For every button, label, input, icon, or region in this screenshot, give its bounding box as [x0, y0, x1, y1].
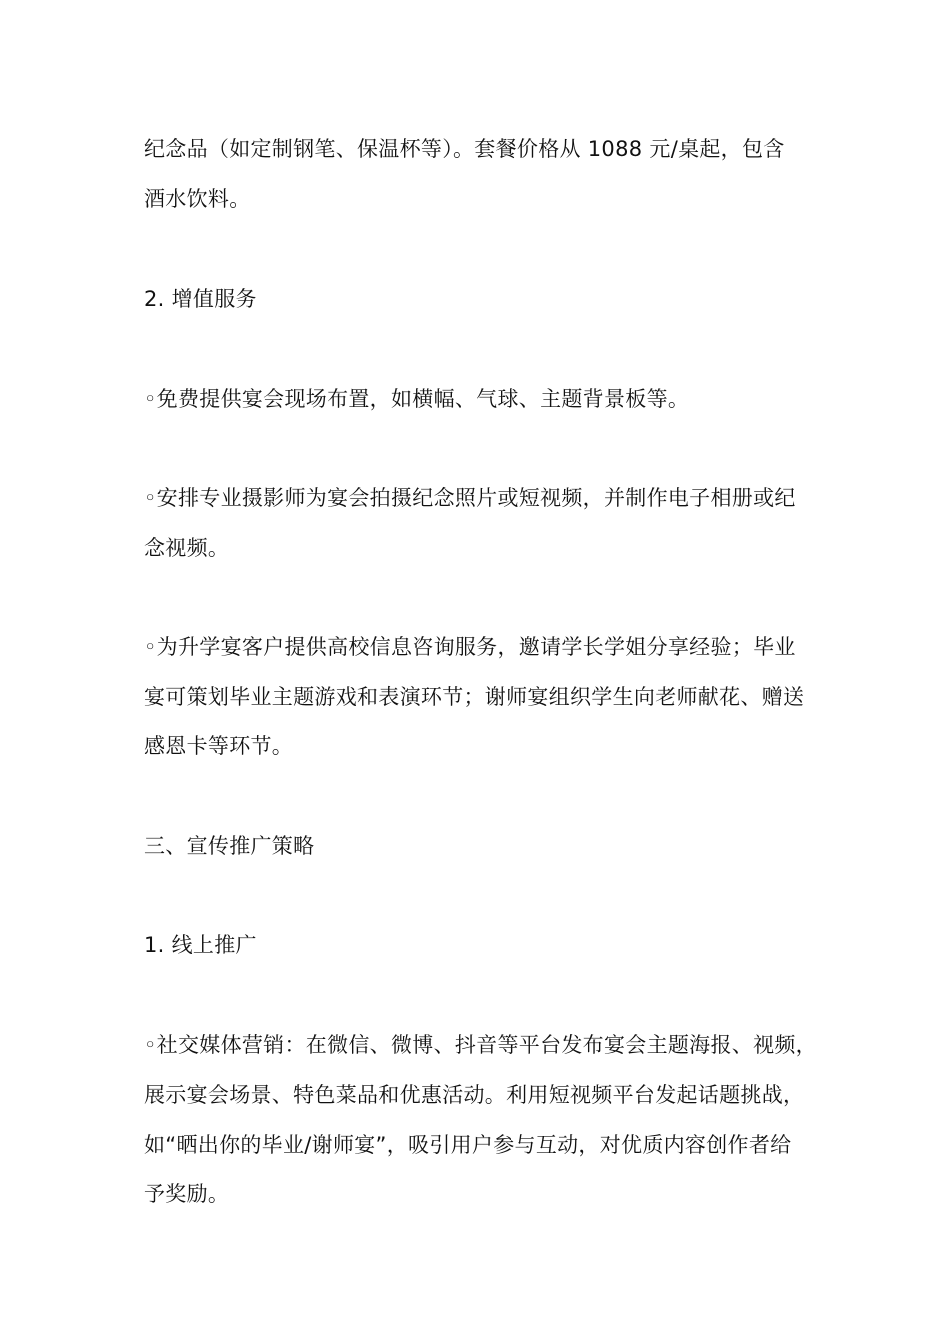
- section-heading-online: 1. 线上推广: [144, 933, 257, 957]
- paragraph-package-line-2: 酒水饮料。: [144, 187, 251, 211]
- paragraph-package-line-1: 纪念品（如定制钢笔、保温杯等）。套餐价格从 1088 元/桌起，包含: [144, 137, 785, 161]
- bullet-services-line-3: 感恩卡等环节。: [144, 734, 294, 758]
- bullet-services-line-1: ◦为升学宴客户提供高校信息咨询服务，邀请学长学姐分享经验；毕业: [144, 635, 796, 659]
- bullet-venue-decoration: ◦免费提供宴会现场布置，如横幅、气球、主题背景板等。: [144, 387, 690, 411]
- bullet-services-line-2: 宴可策划毕业主题游戏和表演环节；谢师宴组织学生向老师献花、赠送: [144, 685, 805, 709]
- bullet-social-media-line-3: 如“晒出你的毕业/谢师宴”，吸引用户参与互动，对优质内容创作者给: [144, 1133, 792, 1157]
- chapter-heading-promotion: 三、宣传推广策略: [144, 834, 315, 858]
- bullet-social-media-line-2: 展示宴会场景、特色菜品和优惠活动。利用短视频平台发起话题挑战，: [144, 1083, 805, 1107]
- bullet-social-media-line-1: ◦社交媒体营销：在微信、微博、抖音等平台发布宴会主题海报、视频，: [144, 1033, 817, 1057]
- bullet-photography-line-2: 念视频。: [144, 536, 230, 560]
- bullet-social-media-line-4: 予奖励。: [144, 1182, 230, 1206]
- bullet-photography-line-1: ◦安排专业摄影师为宴会拍摄纪念照片或短视频，并制作电子相册或纪: [144, 486, 796, 510]
- section-heading-value-added: 2. 增值服务: [144, 287, 257, 311]
